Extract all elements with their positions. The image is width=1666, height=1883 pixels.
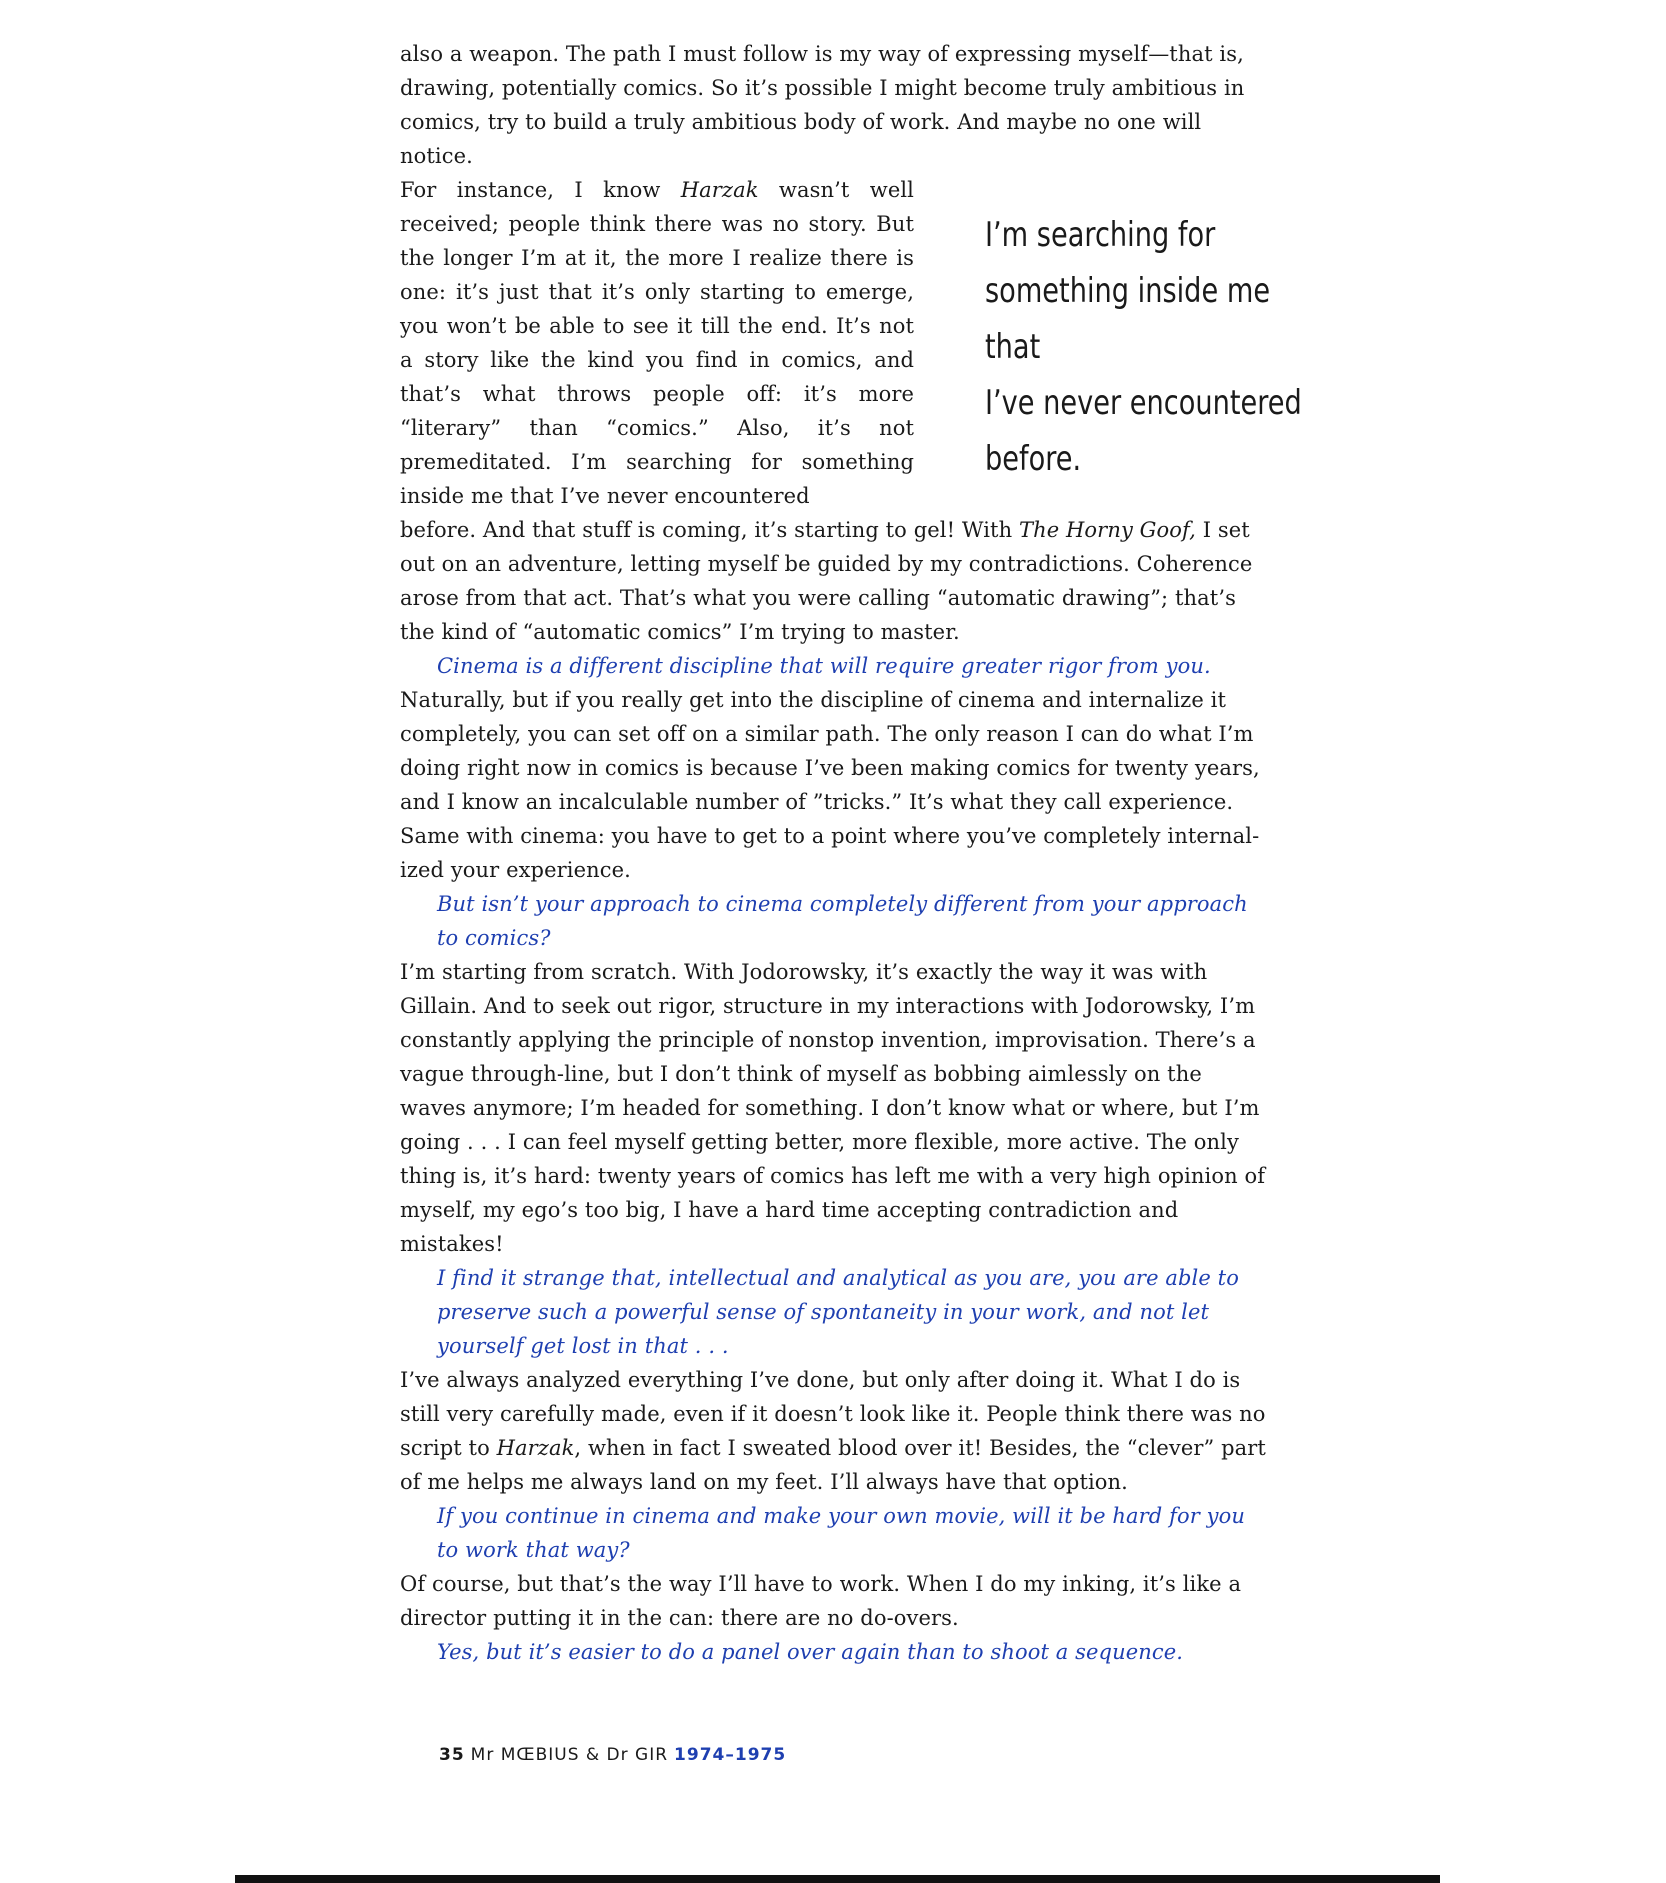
answer-paragraph: Naturally, but if you really get into the discipline of cinema and internalize it completely, you can set off on a similar path. The only reason I can do what I’m doing right now in comics is because I’ve been making comics for twenty years, and I know an incalculable number of ”tricks.” It’s what they call experience. Same with cinema: you have to get to a point where you’ve completely internal- ized your experience.	[400, 688, 1260, 882]
book-title-harzak: Harzak	[680, 178, 759, 202]
book-title-horny-goof: The Horny Goof,	[1018, 518, 1196, 542]
text-segment: wasn’t well received; people think there was no story. But the longer I’m at it, the more I realize there is one: it’s just that it’s only starting to emerge, you won’t be able to see it till the end. It’s not a story like the kind you find in comics, and that’s what throws people off: it’s more “literary” than “comics.” Also, it’s not premeditated. I’m searching for something inside me that I’ve never encountered	[400, 178, 914, 508]
page-number: 35	[439, 1745, 465, 1765]
text-segment: before. And that stuff is coming, it’s starting to gel! With	[400, 518, 1019, 542]
book-title-harzak: Harzak	[496, 1436, 575, 1460]
answer-paragraph: I’m starting from scratch. With Jodorowsky, it’s exactly the way it was with Gillain. And to seek out rigor, structure in my interactions with Jodorowsky, I’m constantly applying the principle of nonstop invention, improvisation. There’s a vague through-line, but I don’t think of myself as bobbing aimlessly on the waves anymore; I’m headed for something. I don’t know what or where, but I’m going . . . I can feel myself getting better, more flexible, more active. The only thing is, it’s hard: twenty years of comics has left me with a very high opinion of myself, my ego’s too big, I have a hard time accepting contradiction and mistakes!	[400, 960, 1266, 1256]
interviewer-question: Yes, but it’s easier to do a panel over again than to shoot a sequence.	[437, 1640, 1184, 1664]
running-years: 1974–1975	[674, 1745, 787, 1765]
page-footer	[439, 1745, 786, 1765]
text-segment: I’ve always analyzed everything I’ve done, but only after doing it. What I do is still very carefully made, even if it doesn’t look like it. People think there was no script to	[400, 1368, 1266, 1460]
paragraph-harzak	[400, 173, 914, 513]
text-segment: , when in fact I sweated blood over it! Besides, the “clever” part of me helps me always land on my feet. I’ll always have that option.	[400, 1436, 1266, 1494]
interviewer-question: If you continue in cinema and make your own movie, will it be hard for you to work that way?	[437, 1504, 1245, 1562]
interviewer-question: But isn’t your approach to cinema completely different from your approach to comics?	[437, 892, 1248, 950]
running-title: Mr MŒBIUS & Dr GIR	[470, 1745, 669, 1765]
text-segment: For instance, I know	[400, 178, 681, 202]
paragraph-horny-goof	[400, 513, 1270, 649]
text-segment: I set out on an adventure, letting myself be guided by my contradictions. Coherence arose from that act. That’s what you were calling “automatic drawing”; that’s the kind of “automatic comics” I’m trying to master.	[400, 518, 1253, 644]
answer-paragraph	[400, 1363, 1270, 1499]
interviewer-question: I find it strange that, intellectual and analytical as you are, you are able to preserve such a powerful sense of spontaneity in your work, and not let yourself get lost in that . . .	[437, 1266, 1239, 1358]
pull-quote: I’m searching for something inside me that I’ve never encountered before.	[985, 215, 1302, 479]
interviewer-question: Cinema is a different discipline that will require greater rigor from you.	[437, 654, 1211, 678]
paragraph-intro: also a weapon. The path I must follow is my way of expressing myself—that is, drawing, potentially comics. So it’s possible I might become truly ambitious in comics, try to build a truly ambitious body of work. And maybe no one will notice.	[400, 42, 1245, 168]
bottom-divider	[235, 1875, 1440, 1883]
answer-paragraph: Of course, but that’s the way I’ll have to work. When I do my inking, it’s like a director putting it in the can: there are no do-overs.	[400, 1572, 1242, 1630]
